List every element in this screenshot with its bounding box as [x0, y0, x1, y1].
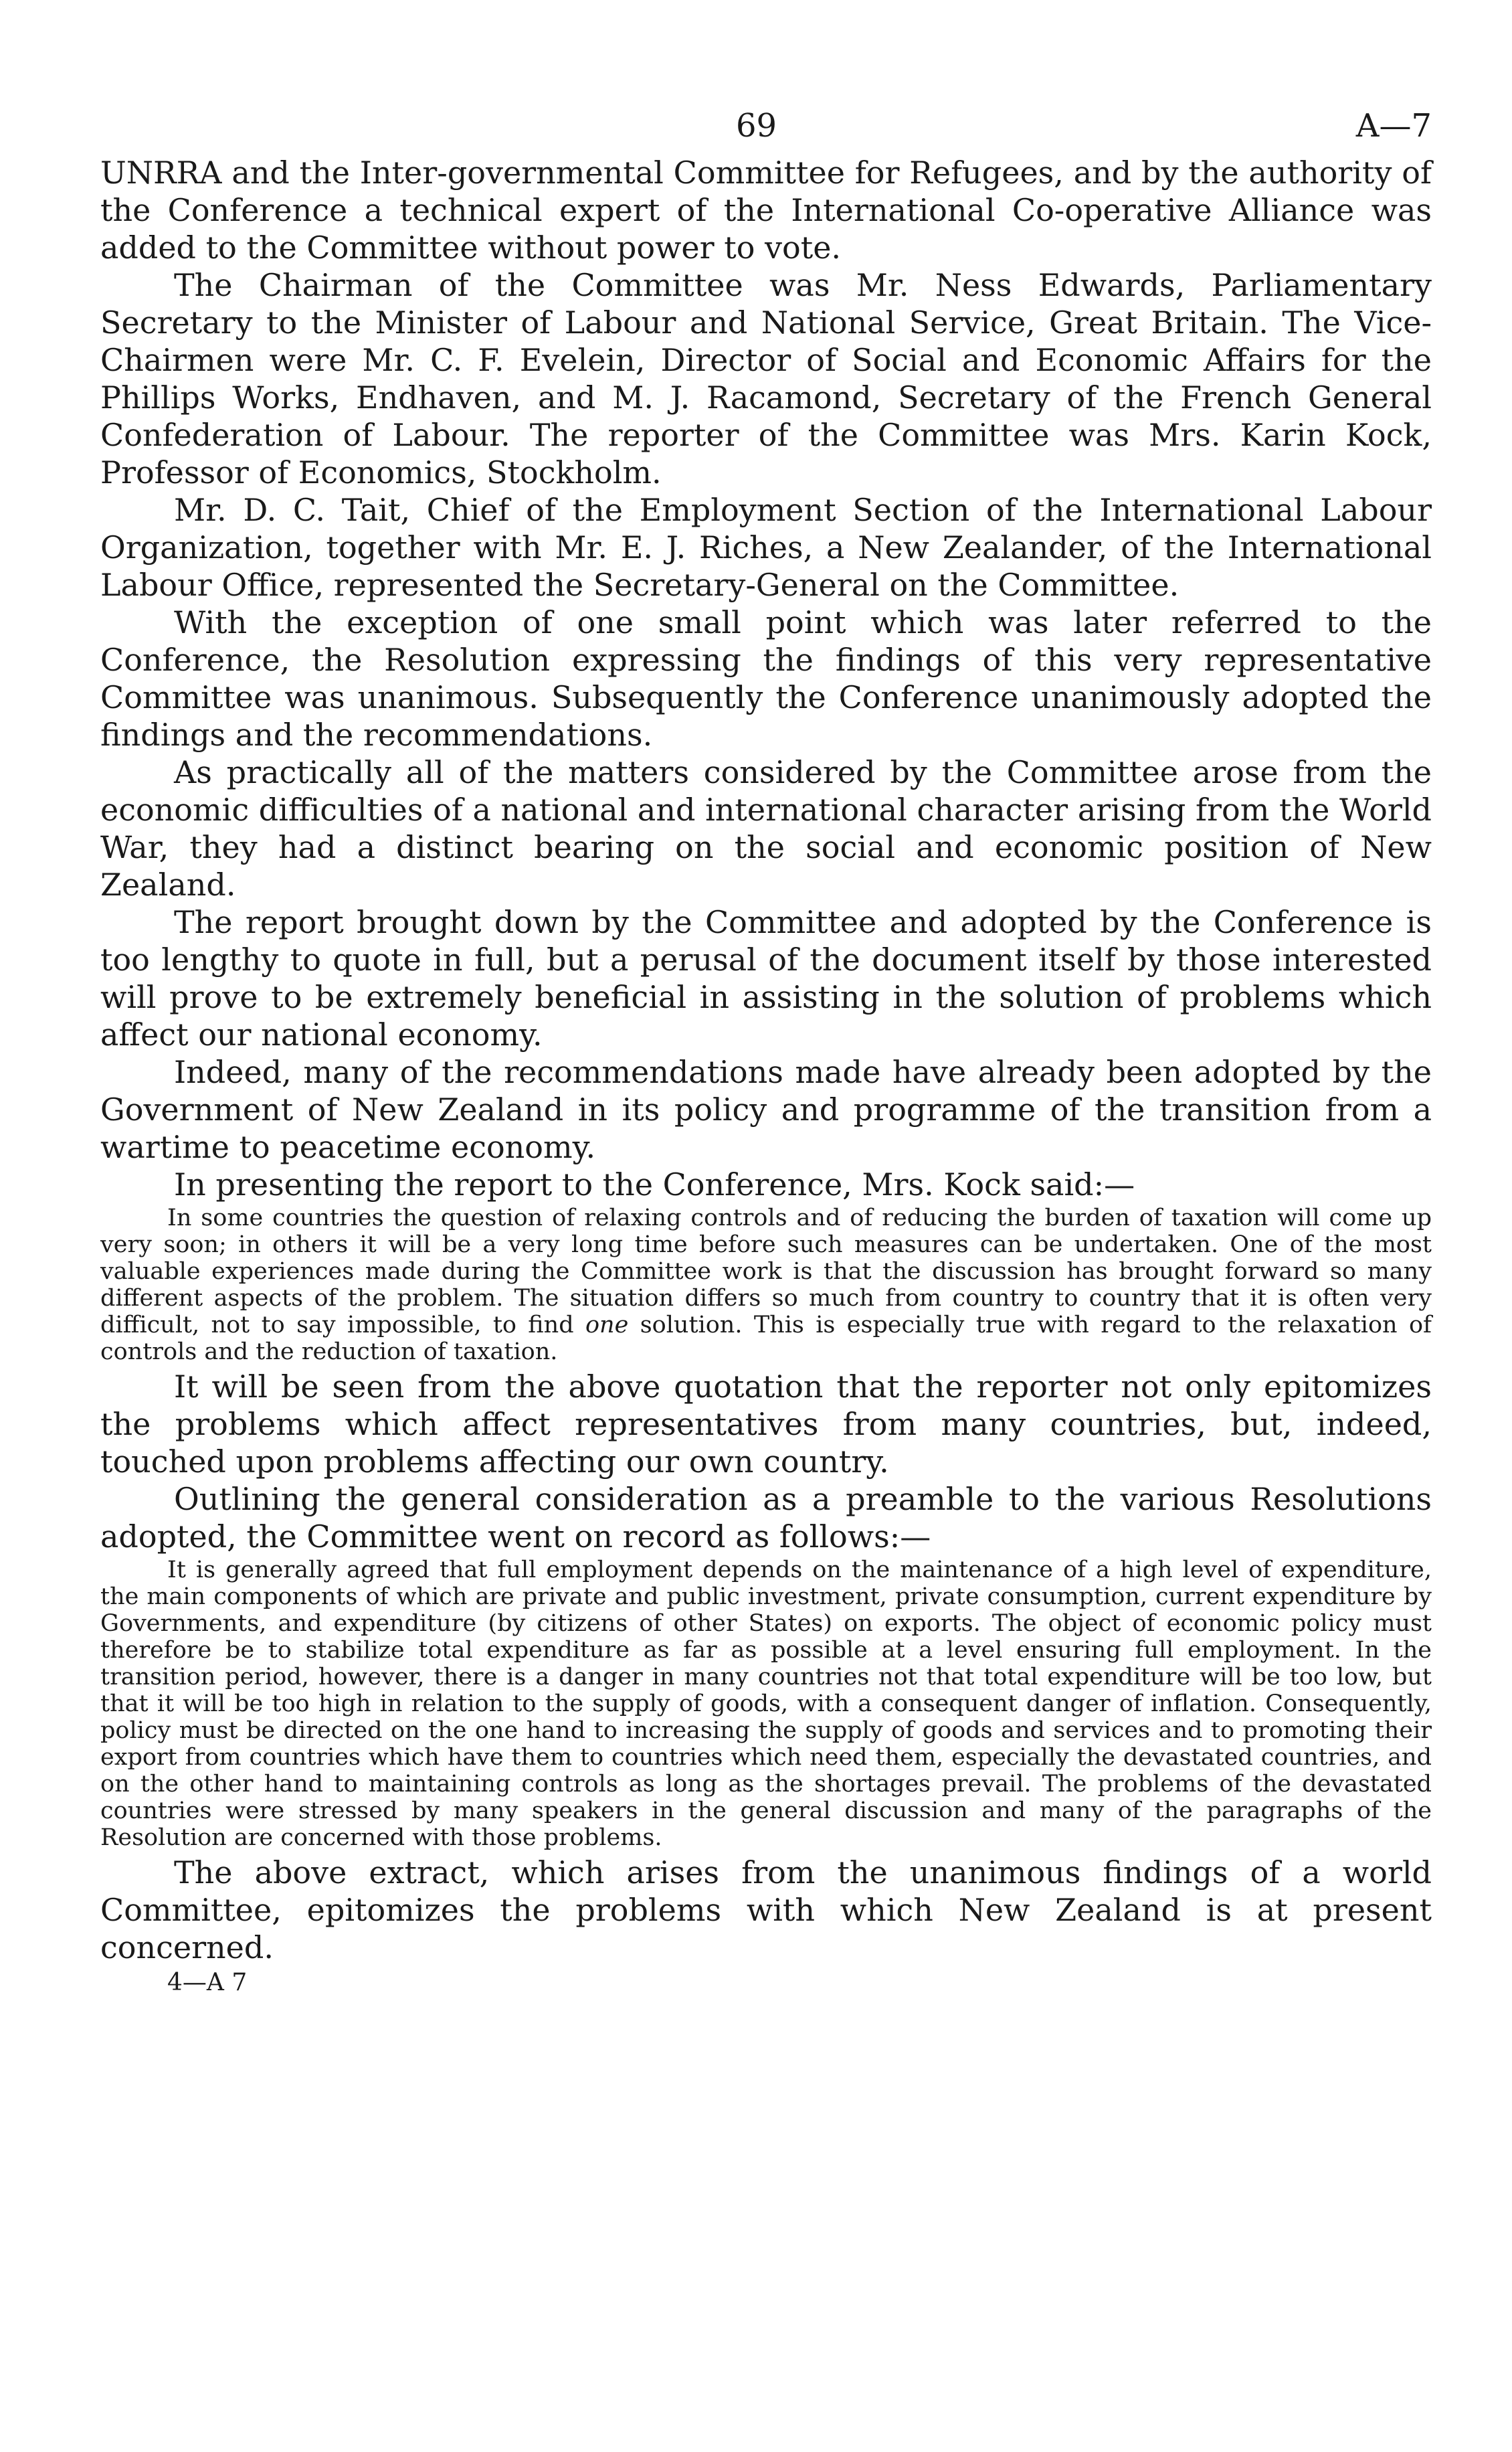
body-text [100, 154, 1432, 1966]
paragraph-3: Mr. D. C. Tait, Chief of the Employment Section of the International Labour Organization, together with Mr. E. J. Riches, a New Zealander, of the International Labour Office, represented the Secretary-General on the Committee. [100, 492, 1432, 603]
signature-mark: 4—A 7 [167, 1969, 248, 1996]
paragraph-7: Indeed, many of the recommendations made have already been adopted by the Government of New Zealand in its policy and programme of the transition from a wartime to peacetime economy. [100, 1054, 1432, 1165]
quote-committee: It is generally agreed that full employment depends on the maintenance of a high level of expenditure, the main components of which are private and public investment, private consumption, current expenditure by Governments, and expenditure (by citizens of other States) on exports. The object of economic policy must therefore be to stabilize total expenditure as far as possible at a level ensuring full employment. In the transition period, however, there is a danger in many countries not that total expenditure will be too low, but that it will be too high in relation to the supply of goods, with a consequent danger of inflation. Consequently, policy must be directed on the one hand to increasing the supply of goods and services and to promoting their export from countries which have them to countries which need them, especially the devastated countries, and on the other hand to maintaining controls as long as the shortages prevail. The problems of the devastated countries were stressed by many speakers in the general discussion and many of the paragraphs of the Resolution are concerned with those problems. [100, 1557, 1432, 1851]
paragraph-4: With the exception of one small point which was later referred to the Conference, the Resolution expressing the findings of this very representative Committee was unanimous. Subsequently the Conference unanimously adopted the findings and the recommendations. [100, 604, 1432, 753]
quote-kock-after: solution. This is especially true with regard to the relaxation of controls and the reduction of taxation. [100, 1312, 1432, 1365]
document-page [100, 100, 1432, 2362]
quote-kock-emphasis: one [585, 1312, 629, 1338]
paragraph-6: The report brought down by the Committee and adopted by the Conference is too lengthy to quote in full, but a perusal of the document itself by those interested will prove to be extremely beneficial in assisting in the solution of problems which affect our national economy. [100, 904, 1432, 1053]
paragraph-10: Outlining the general consideration as a preamble to the various Resolutions adopted, the Committee went on record as follows:— [100, 1481, 1432, 1555]
paragraph-9: It will be seen from the above quotation that the reporter not only epitomizes the problems which affect representatives from many countries, but, indeed, touched upon problems affecting our own country. [100, 1369, 1432, 1480]
paragraph-8: In presenting the report to the Conference, Mrs. Kock said:— [174, 1166, 1135, 1203]
paragraph-1: UNRRA and the Inter-governmental Committee for Refugees, and by the authority of the Conference a technical expert of the International Co-operative Alliance was added to the Committee without power to vote. [100, 155, 1432, 266]
quote-kock [100, 1205, 1432, 1365]
paragraph-5: As practically all of the matters considered by the Committee arose from the economic difficulties of a national and international character arising from the World War, they had a distinct bearing on the social and economic position of New Zealand. [100, 754, 1432, 903]
page-header [100, 100, 1432, 154]
quote-kock-before: In some countries the question of relaxing controls and of reducing the burden of taxation will come up very soon; in others it will be a very long time before such measures can be undertaken. One of the most valuable experiences made during the Committee work is that the discussion has brought forward so many different aspects of the problem. The situation differs so much from country to country that it is often very difficult, not to say impossible, to find [100, 1205, 1432, 1338]
paragraph-2: The Chairman of the Committee was Mr. Ness Edwards, Parliamentary Secretary to the Minister of Labour and National Service, Great Britain. The Vice-Chairmen were Mr. C. F. Evelein, Director of Social and Economic Affairs for the Phillips Works, Endhaven, and M. J. Racamond, Secretary of the French General Confederation of Labour. The reporter of the Committee was Mrs. Karin Kock, Professor of Economics, Stockholm. [100, 267, 1432, 491]
series-code: A—7 [1355, 107, 1432, 145]
closing-paragraph: The above extract, which arises from the unanimous findings of a world Committee, epitomizes the problems with which New Zealand is at present concerned. [100, 1854, 1432, 1965]
page-number: 69 [736, 107, 777, 145]
